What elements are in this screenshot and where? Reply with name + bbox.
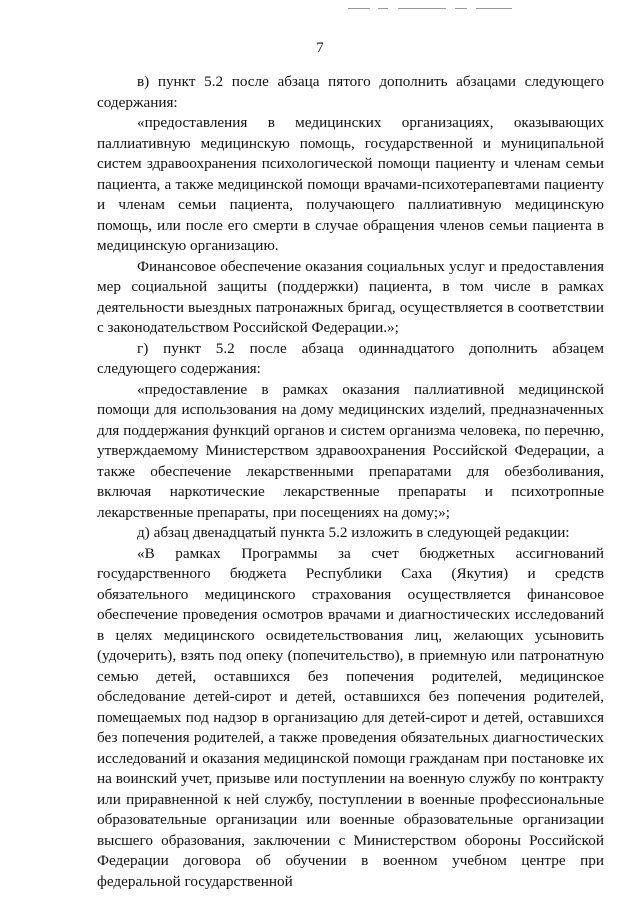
quoted-paragraph: «предоставление в рамках оказания паллиативной медицинской помощи для использования на дому медицинских изделий, предназначенных для поддержания функций органов и систем организма человека, по перечню, утверждаемому Министерством здравоохранения Российской Федерации, а также обеспечение лекарственными препаратами для обезболивания, включая наркотические лекарственные препараты и психотропные лекарственные препараты, при посещениях на дому;»; [97,380,604,521]
quoted-paragraph: «В рамках Программы за счет бюджетных ассигнований государственного бюджета Республики Саха (Якутия) и средств обязательного медицинского страхования осуществляется финансовое обеспечение проведения осмотров врачами и диагностических исследований в целях медицинского освидетельствования лиц, желающих усыновить (удочерить), взять под опеку (попечительство), в приемную или патронатную семью детей, оставшихся без попечения родителей, медицинское обследование детей-сирот и детей, оставшихся без попечения родителей, помещаемых под надзор в организацию для детей-сирот и детей, оставшихся без попечения родителей, а также проведения обязательных диагностических исследований и оказания медицинской помощи гражданам при постановке их на воинский учет, призыве или поступлении на военную службу по контракту или приравненной к ней службу, поступлении в военные профессиональные образовательные организации или военные образовательные организации высшего образования, заключении с Министерством обороны Российской Федерации договора об обучении в военном учебном центре при федеральной государственной [97,544,604,890]
scan-artifact-line [476,8,512,9]
scan-artifact-line [455,8,467,9]
amendment-item-d: д) абзац двенадцатый пункта 5.2 изложить в следующей редакции: [137,524,570,541]
quoted-paragraph: «предоставления в медицинских организациях, оказывающих паллиативную медицинскую помощь, государственной и муниципальной систем здравоохранения психологической помощи пациенту и членам семьи пациента, а также медицинской помощи врачами-психотерапевтами пациенту и членам семьи пациента, получающего паллиативную медицинскую помощь, или после его смерти в случае обращения членов семьи пациента в медицинскую организацию. [97,114,604,254]
scan-artifact-line [398,8,446,9]
scan-artifact-line [348,8,370,9]
page-number: 7 [316,40,324,56]
amendment-item-v: в) пункт 5.2 после абзаца пятого дополнить абзацами следующего содержания: [97,73,604,111]
scan-artifact-line [378,8,388,9]
document-body [97,72,604,892]
quoted-paragraph: Финансовое обеспечение оказания социальных услуг и предоставления мер социальной защиты (поддержки) пациента, в том числе в рамках деятельности выездных патронажных бригад, осуществляется в соответствии с законодательством Российской Федерации.»; [97,257,604,336]
amendment-item-g: г) пункт 5.2 после абзаца одиннадцатого дополнить абзацем следующего содержания: [97,339,604,377]
